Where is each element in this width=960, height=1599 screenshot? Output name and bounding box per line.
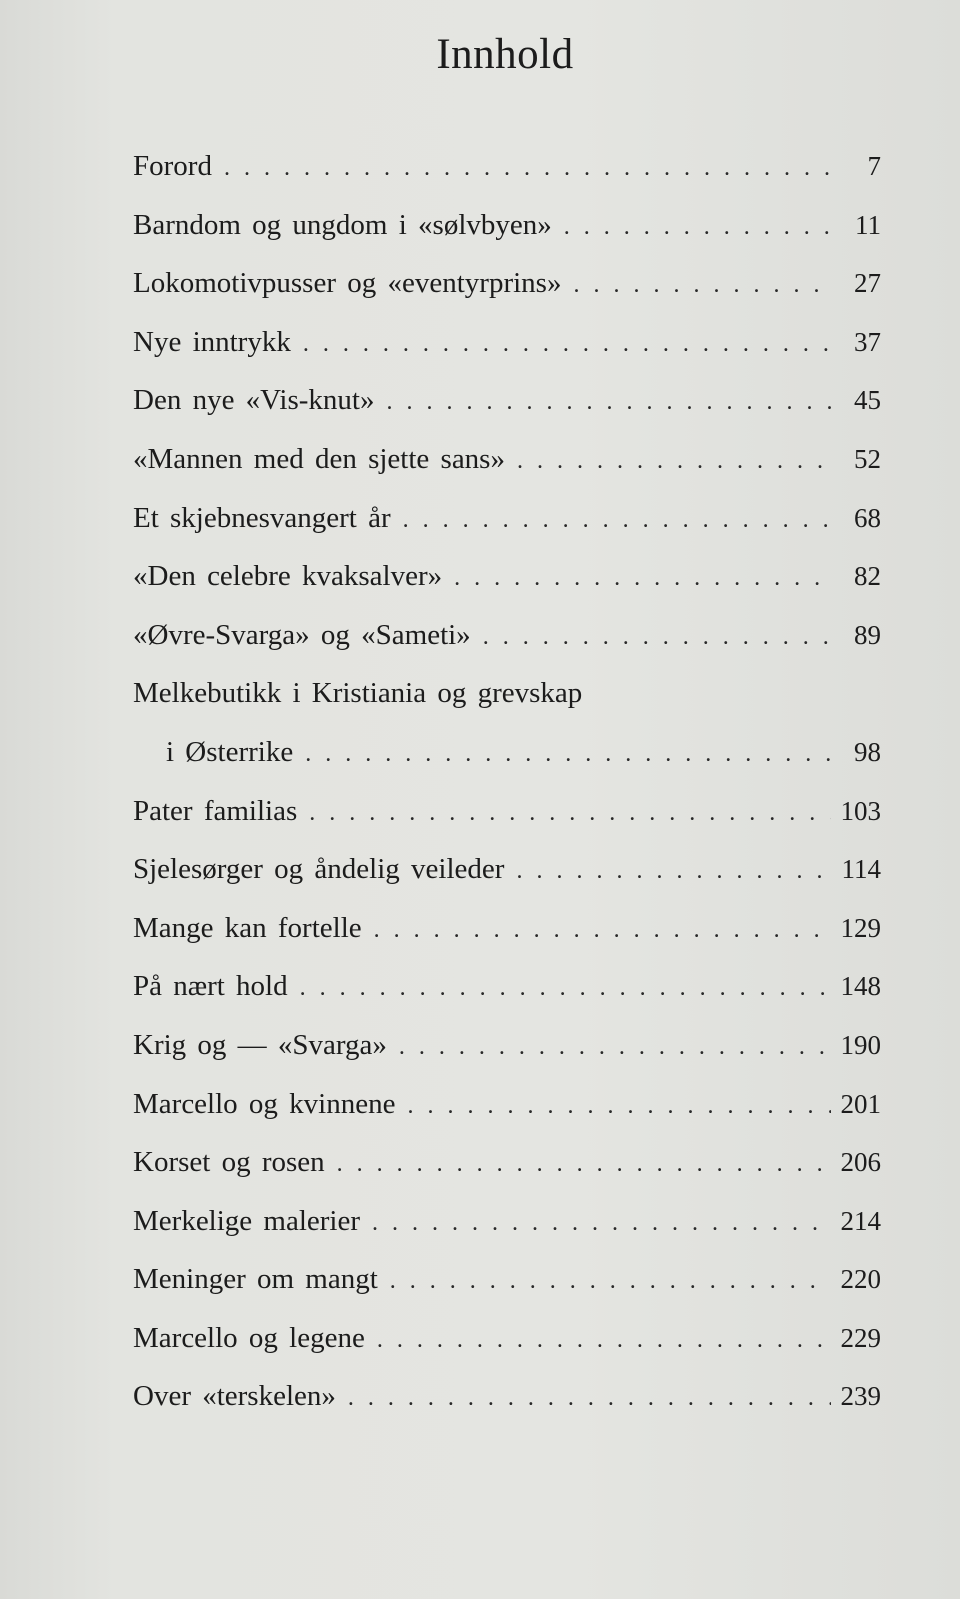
toc-entry-title: «Mannen med den sjette sans» xyxy=(133,442,505,475)
toc-entry xyxy=(133,1380,903,1439)
table-of-contents xyxy=(133,150,903,1439)
dot-leader xyxy=(407,1093,830,1120)
dot-leader xyxy=(303,331,833,358)
toc-entry xyxy=(133,560,903,619)
toc-entry-title: Pater familias xyxy=(133,794,298,827)
toc-entry-title: Meninger om mangt xyxy=(133,1263,378,1296)
toc-entry-title: Korset og rosen xyxy=(133,1146,325,1179)
toc-entry xyxy=(133,1088,903,1147)
dot-leader xyxy=(483,624,833,651)
toc-entry xyxy=(133,326,903,385)
toc-entry-title: Lokomotivpusser og «eventyrprins» xyxy=(133,267,562,300)
toc-entry-title: Merkelige malerier xyxy=(133,1204,361,1237)
toc-entry xyxy=(133,619,903,678)
toc-entry-page: 7 xyxy=(867,151,881,181)
toc-entry-title: Forord xyxy=(133,150,212,182)
dot-leader xyxy=(372,1210,830,1237)
toc-entry-page: 229 xyxy=(840,1322,881,1353)
toc-entry xyxy=(133,1146,903,1205)
toc-entry-title: Over «terskelen» xyxy=(133,1380,336,1413)
toc-entry-page: 114 xyxy=(841,854,881,885)
toc-entry xyxy=(133,1263,903,1322)
toc-entry xyxy=(133,1029,903,1088)
toc-entry-title: «Øvre-Svarga» og «Sameti» xyxy=(133,618,471,651)
dot-leader xyxy=(399,1034,831,1061)
toc-entry xyxy=(133,267,903,326)
dot-leader xyxy=(348,1385,831,1412)
toc-entry-page: 239 xyxy=(840,1381,881,1412)
dot-leader xyxy=(377,1327,831,1354)
dot-leader xyxy=(564,214,833,241)
toc-entry xyxy=(133,1205,903,1264)
toc-entry-title: Marcello og legene xyxy=(133,1321,365,1354)
toc-entry-title: Et skjebnesvangert år xyxy=(133,501,391,534)
dot-leader xyxy=(516,858,831,885)
toc-entry xyxy=(133,795,903,854)
toc-entry-title: Barndom og ungdom i «sølvbyen» xyxy=(133,208,552,241)
toc-entry-page: 220 xyxy=(840,1264,881,1295)
toc-entry xyxy=(133,209,903,268)
toc-entry-title-continuation: i Østerrike xyxy=(166,735,294,768)
toc-entry xyxy=(133,1322,903,1381)
toc-entry-page: 98 xyxy=(854,736,881,767)
dot-leader xyxy=(305,741,833,768)
toc-entry xyxy=(133,677,903,736)
toc-entry-title: Mange kan fortelle xyxy=(133,911,362,944)
dot-leader xyxy=(374,917,831,944)
dot-leader xyxy=(573,272,833,299)
page-title: Innhold xyxy=(436,31,574,78)
toc-entry-page: 45 xyxy=(854,385,881,416)
toc-entry-page: 103 xyxy=(840,795,881,826)
toc-entry-title: Den nye «Vis-knut» xyxy=(133,384,375,417)
toc-entry-page: 82 xyxy=(854,561,881,592)
dot-leader xyxy=(337,1151,831,1178)
dot-leader xyxy=(517,448,833,475)
toc-entry-title: På nært hold xyxy=(133,970,288,1003)
toc-entry xyxy=(133,443,903,502)
toc-entry-title: Melkebutikk i Kristiania og grevskap xyxy=(133,677,583,710)
dot-leader xyxy=(386,389,833,416)
toc-entry-page: 52 xyxy=(854,443,881,474)
toc-entry-title: Marcello og kvinnene xyxy=(133,1087,396,1120)
toc-entry xyxy=(133,853,903,912)
toc-entry-page: 68 xyxy=(854,502,881,533)
dot-leader xyxy=(454,565,833,592)
toc-entry-page: 206 xyxy=(840,1147,881,1178)
toc-entry-page: 11 xyxy=(855,209,881,240)
toc-entry-page: 27 xyxy=(854,268,881,299)
toc-entry xyxy=(133,150,903,209)
toc-entry-title: Sjelesørger og åndelig veileder xyxy=(133,853,505,886)
toc-entry-title: Krig og — «Svarga» xyxy=(133,1028,387,1061)
toc-entry-page: 214 xyxy=(840,1205,881,1236)
toc-entry-page: 89 xyxy=(854,619,881,650)
toc-entry xyxy=(133,912,903,971)
dot-leader xyxy=(403,507,833,534)
toc-entry-page: 190 xyxy=(840,1029,881,1060)
toc-entry-page: 148 xyxy=(840,971,881,1002)
dot-leader xyxy=(224,155,833,182)
toc-entry xyxy=(133,970,903,1029)
dot-leader xyxy=(390,1268,831,1295)
toc-entry xyxy=(133,384,903,443)
toc-entry-page: 201 xyxy=(840,1088,881,1119)
toc-entry-page: 129 xyxy=(840,912,881,943)
toc-entry-title: Nye inntrykk xyxy=(133,325,291,358)
toc-entry-continuation xyxy=(133,736,903,795)
dot-leader xyxy=(300,975,831,1002)
dot-leader xyxy=(309,800,830,827)
toc-entry-title: «Den celebre kvaksalver» xyxy=(133,560,443,593)
toc-entry-page: 37 xyxy=(854,326,881,357)
toc-entry xyxy=(133,502,903,561)
